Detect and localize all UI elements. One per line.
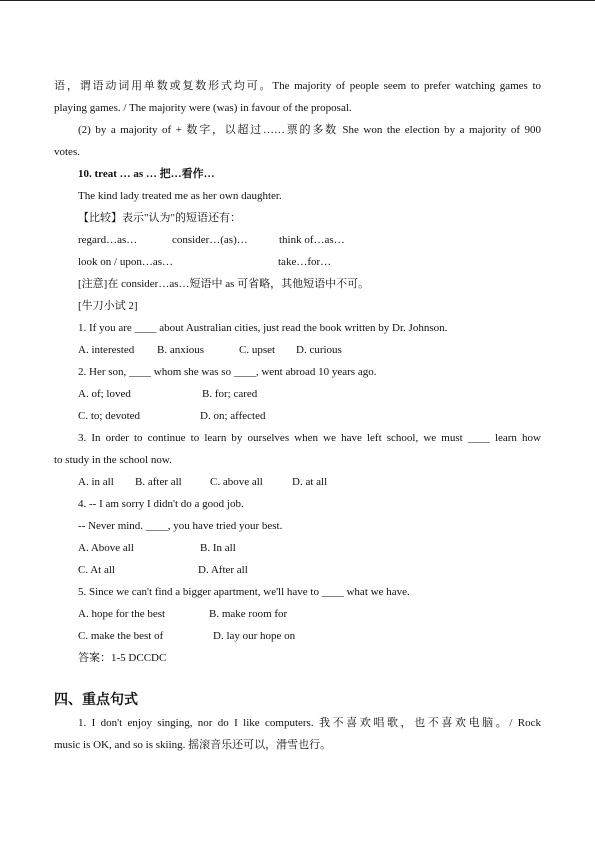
compare-label: 【比较】表示"认为"的短语还有： [78, 212, 241, 224]
option: D. lay our hope on [213, 630, 296, 642]
phrase: consider…(as)… [172, 234, 248, 246]
phrase: regard…as… [78, 234, 138, 246]
option: C. above all [210, 476, 263, 488]
paragraph-line: 1. I don't enjoy singing, nor do I like computers. 我不喜欢唱歌，也不喜欢电脑。/ Rock [78, 717, 541, 729]
option: C. upset [239, 344, 276, 356]
option: C. to; devoted [78, 410, 141, 422]
option: A. in all [78, 476, 114, 488]
note: [注意]在 consider…as…短语中 as 可省略，其他短语中不可。 [78, 278, 370, 290]
question-stem: to study in the school now. [54, 454, 172, 466]
question-stem: 4. -- I am sorry I didn't do a good job. [78, 498, 244, 510]
option: C. make the best of [78, 630, 164, 642]
option: A. hope for the best [78, 608, 166, 620]
option: D. curious [296, 344, 342, 356]
option-row [78, 607, 538, 621]
answer-key: 答案：1-5 DCCDC [78, 652, 167, 664]
option: A. interested [78, 344, 135, 356]
option-row [78, 409, 538, 423]
option: D. on; affected [200, 410, 266, 422]
option: B. make room for [209, 608, 288, 620]
question-stem: 3. In order to continue to learn by ourselves when we have left school, we must ____ learn how [78, 432, 541, 444]
option: B. for; cared [202, 388, 258, 400]
option: B. anxious [157, 344, 205, 356]
example-sentence: The kind lady treated me as her own daughter. [78, 190, 282, 202]
option-row [78, 387, 538, 401]
option: B. after all [135, 476, 182, 488]
option: D. at all [292, 476, 328, 488]
phrase-row [78, 255, 538, 269]
option-row [78, 475, 538, 489]
option-row [78, 563, 538, 577]
option-row [78, 541, 538, 555]
section-heading: 10. treat … as … 把…看作… [78, 168, 215, 180]
option: C. At all [78, 564, 115, 576]
option-row [78, 343, 538, 357]
paragraph-line: (2) by a majority of + 数字，以超过……票的多数 She won the election by a majority of 900 [78, 124, 541, 136]
quiz-title: [牛刀小试 2] [78, 300, 138, 312]
paragraph-line: music is OK, and so is skiing. 摇滚音乐还可以，滑雪也行。 [54, 739, 332, 751]
phrase: think of…as… [279, 234, 345, 246]
phrase: take…for… [278, 256, 332, 268]
question-stem: 5. Since we can't find a bigger apartment, we'll have to ____ what we have. [78, 586, 410, 598]
phrase: look on / upon…as… [78, 256, 174, 268]
option: D. After all [198, 564, 248, 576]
option: A. Above all [78, 542, 134, 554]
option-row [78, 629, 538, 643]
option: B. In all [200, 542, 236, 554]
header-rule [0, 0, 595, 1]
phrase-row [78, 233, 538, 247]
section-heading: 四、重点句式 [54, 693, 138, 708]
question-stem: 1. If you are ____ about Australian cities, just read the book written by Dr. Johnson. [78, 322, 448, 334]
paragraph-line: 语，谓语动词用单数或复数形式均可。The majority of people seem to prefer watching games to [54, 80, 541, 92]
question-stem: -- Never mind. ____, you have tried your best. [78, 520, 283, 532]
paragraph-line: votes. [54, 146, 80, 158]
question-stem: 2. Her son, ____ whom she was so ____, went abroad 10 years ago. [78, 366, 377, 378]
paragraph-line: playing games. / The majority were (was) in favour of the proposal. [54, 102, 352, 114]
option: A. of; loved [78, 388, 131, 400]
